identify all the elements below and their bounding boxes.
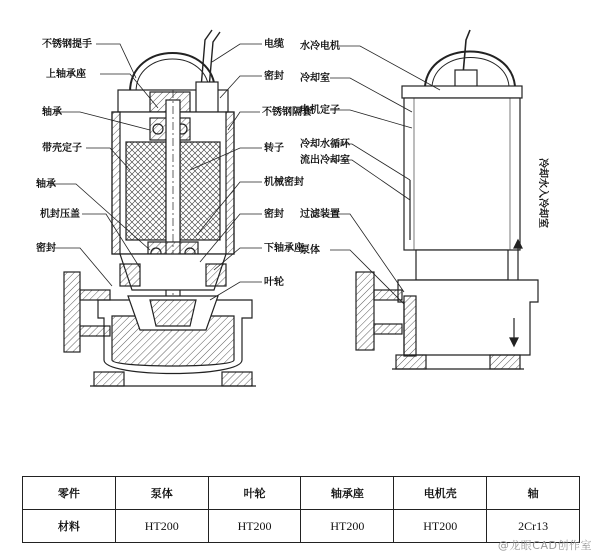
label-pump-body: 泵体	[300, 245, 320, 256]
table-cell: 电机壳	[394, 477, 487, 510]
stator-shape	[126, 142, 166, 240]
label-motor-stator: 电机定子	[300, 105, 340, 116]
label-impeller: 叶轮	[264, 277, 284, 288]
table-cell: 2Cr13	[487, 510, 580, 543]
parts-material-table	[22, 476, 580, 543]
label-cased-stator: 带壳定子	[42, 143, 82, 154]
left-sectional-view	[64, 30, 256, 386]
label-flow-out-cooling-chamber: 流出冷却室	[300, 155, 350, 166]
right-labels	[299, 39, 351, 256]
table-cell: 轴承座	[301, 477, 394, 510]
label-stainless-handle: 不锈钢提手	[42, 39, 92, 50]
table-cell: 零件	[23, 477, 116, 510]
label-bearing-lower: 轴承	[36, 179, 56, 190]
table-cell: HT200	[115, 510, 208, 543]
table-cell: 泵体	[115, 477, 208, 510]
right-external-view	[356, 30, 538, 369]
label-seal-left: 密封	[36, 243, 56, 254]
watermark: @龙眼CAD创作室	[497, 539, 592, 552]
label-stainless-sleeve: 不锈钢隔套	[262, 107, 312, 118]
table-cell: HT200	[208, 510, 301, 543]
label-seal-middle: 密封	[264, 209, 284, 220]
pump-body-shape	[398, 280, 538, 355]
table-cell: 材料	[23, 510, 116, 543]
label-rotor: 转子	[264, 143, 284, 154]
label-seal-top: 密封	[264, 71, 284, 82]
label-filter-device: 过滤装置	[300, 209, 340, 220]
label-seal-gland: 机封压盖	[40, 209, 80, 220]
label-cable: 电缆	[264, 39, 284, 50]
table-cell: HT200	[301, 510, 394, 543]
table-cell: 轴	[487, 477, 580, 510]
label-upper-bearing-seat: 上轴承座	[46, 69, 86, 80]
table-row	[23, 477, 580, 510]
label-cooling-chamber: 冷却室	[300, 73, 330, 84]
table-row	[23, 510, 580, 543]
table-cell: 叶轮	[208, 477, 301, 510]
label-cooling-water-inlet: 冷却水入冷却室	[537, 158, 548, 228]
label-water-cooled-motor: 水冷电机	[300, 41, 340, 52]
table-cell: HT200	[394, 510, 487, 543]
left-labels	[36, 37, 92, 254]
label-cooling-water-circulation: 冷却水循环	[300, 139, 350, 150]
label-mechanical-seal: 机械密封	[264, 177, 304, 188]
label-bearing-upper: 轴承	[42, 107, 62, 118]
label-lower-bearing-seat: 下轴承座	[264, 243, 304, 254]
motor-shell-shape	[402, 86, 522, 98]
